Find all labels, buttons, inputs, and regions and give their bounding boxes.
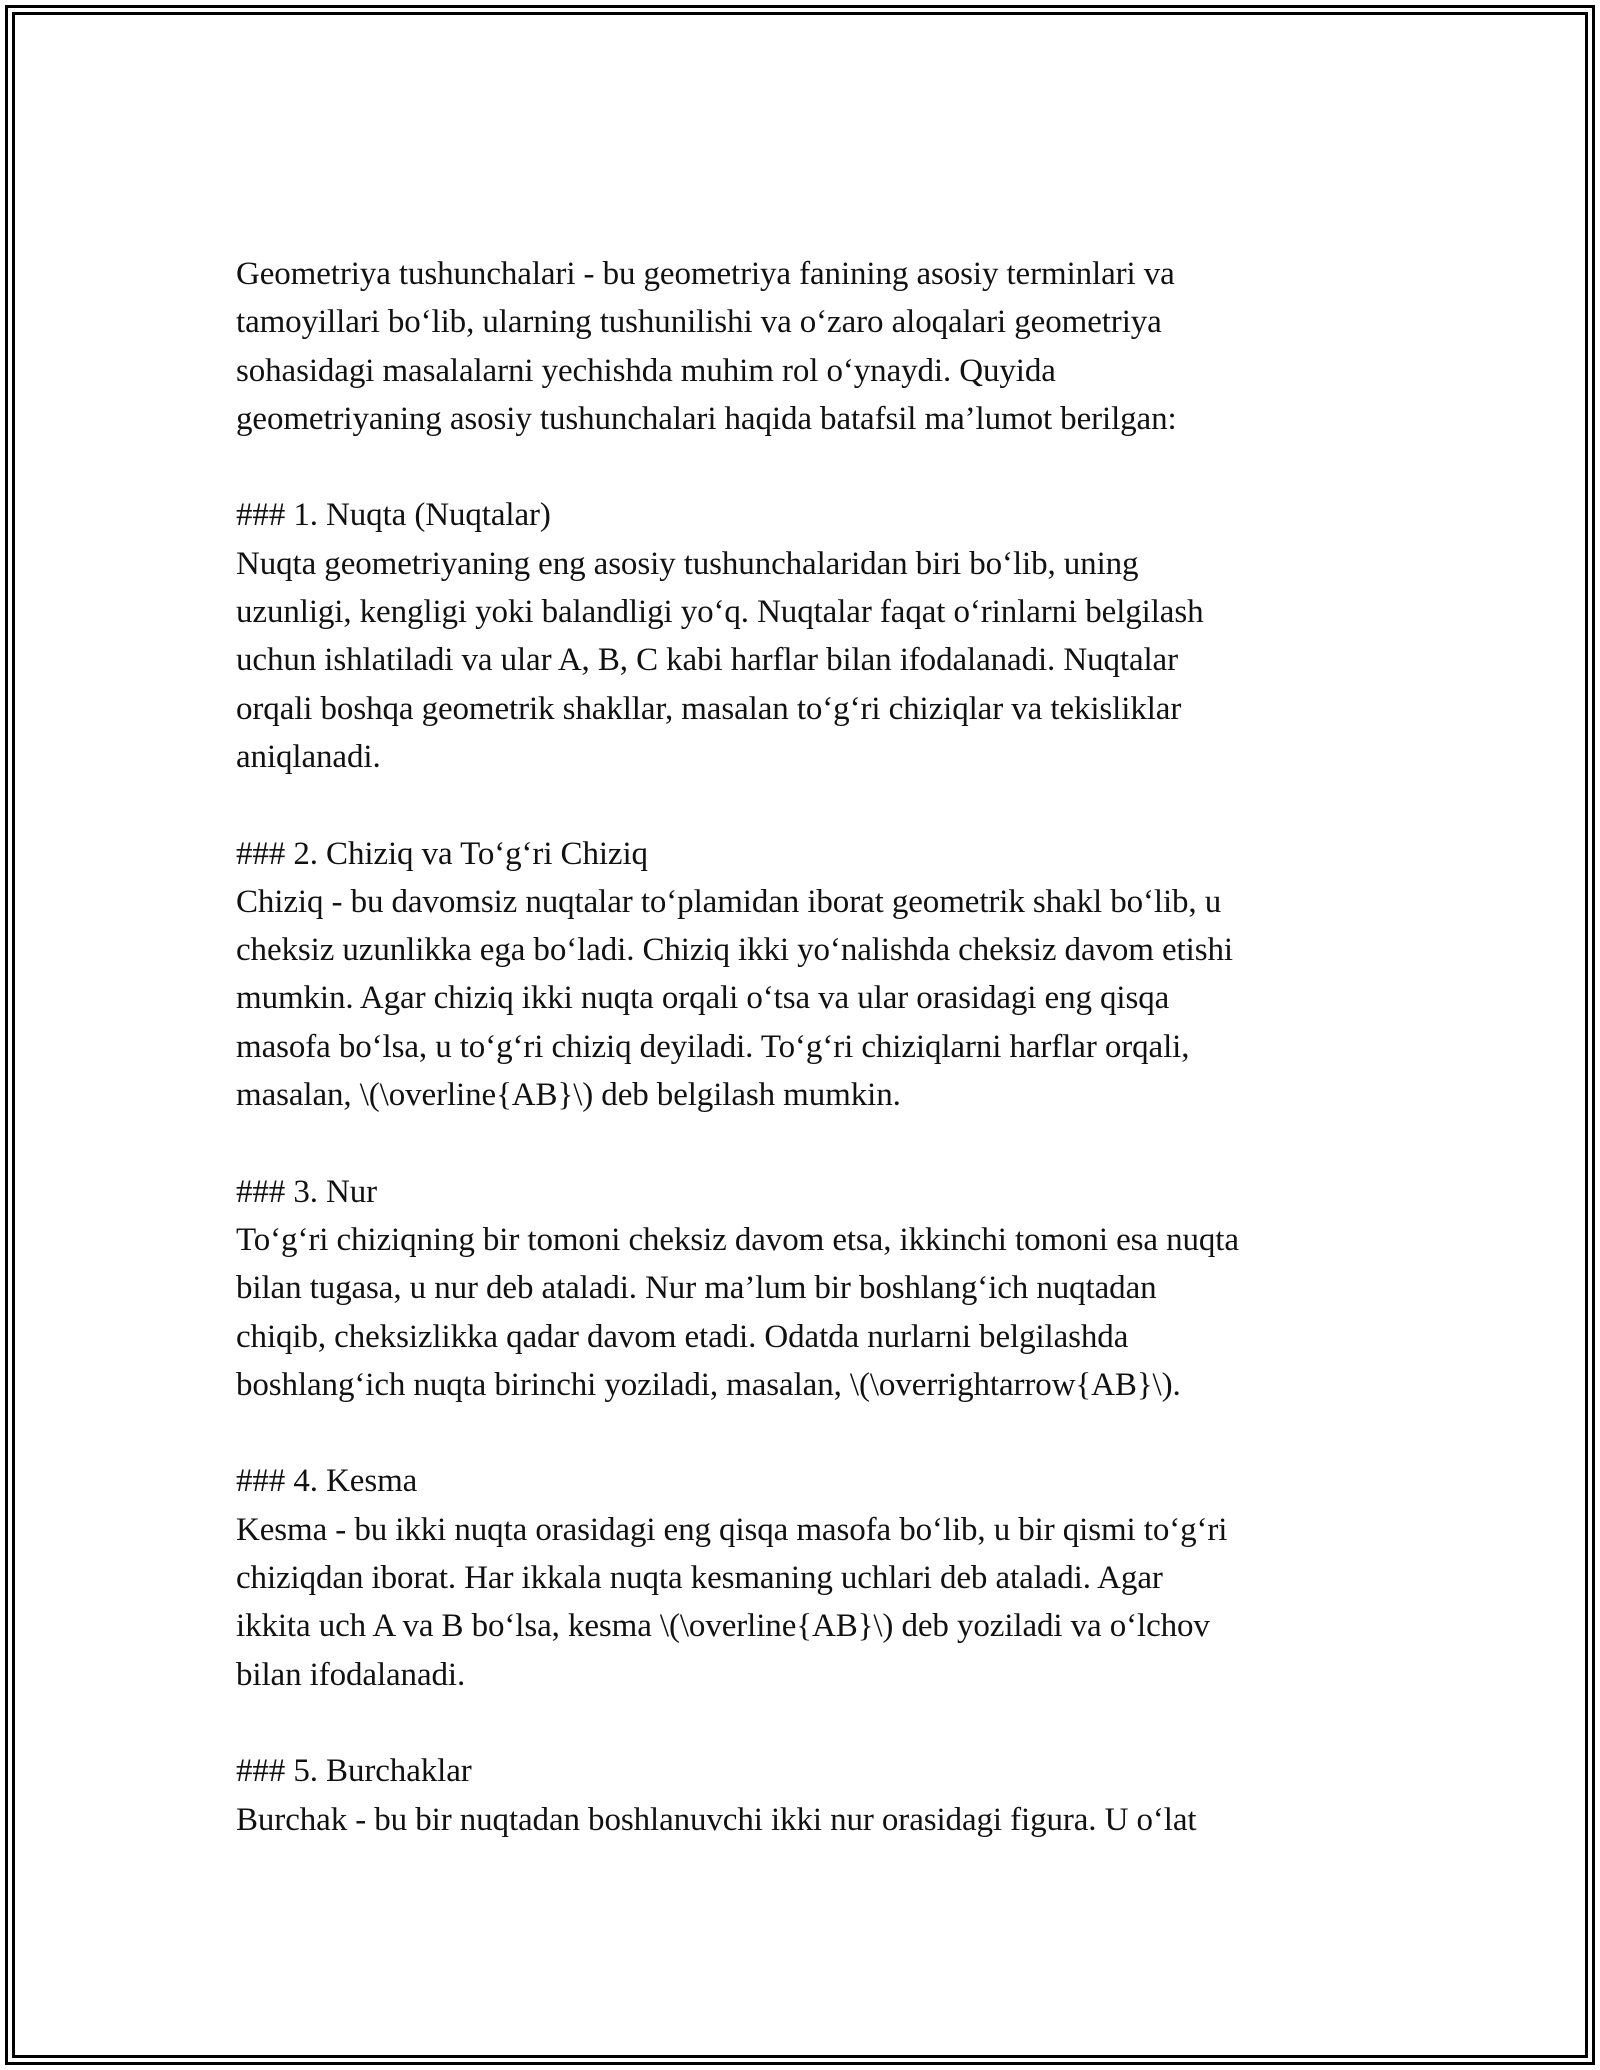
paragraph-spacer [236,1409,1376,1457]
text-line: sohasidagi masalalarni yechishda muhim rol o‘ynaydi. Quyida [236,352,1056,389]
text-line: bilan tugasa, u nur deb ataladi. Nur ma’lum bir boshlang‘ich nuqtadan [236,1270,1157,1307]
text-line: To‘g‘ri chiziqning bir tomoni cheksiz davom etsa, ikkinchi tomoni esa nuqta [236,1221,1239,1258]
section-heading: ### 2. Chiziq va To‘g‘ri Chiziq [236,835,648,872]
text-line: orqali boshqa geometrik shakllar, masalan to‘g‘ri chiziqlar va tekisliklar [236,690,1182,727]
text-line: masofa bo‘lsa, u to‘g‘ri chiziq deyiladi. To‘g‘ri chiziqlarni harflar orqali, [236,1028,1190,1065]
section-nuqta [236,491,1376,781]
text-line: ikkita uch A va B bo‘lsa, kesma \(\overline{AB}\) deb yoziladi va o‘lchov [236,1608,1210,1645]
section-heading: ### 5. Burchaklar [236,1753,472,1790]
section-heading: ### 1. Nuqta (Nuqtalar) [236,497,551,534]
section-kesma [236,1457,1376,1698]
text-line: Kesma - bu ikki nuqta orasidagi eng qisqa masofa bo‘lib, u bir qismi to‘g‘ri [236,1511,1228,1548]
text-line: cheksiz uzunlikka ega bo‘ladi. Chiziq ikki yo‘nalishda cheksiz davom etishi [236,932,1233,969]
text-line: Geometriya tushunchalari - bu geometriya fanining asosiy terminlari va [236,256,1175,292]
document-body [236,250,1376,1844]
section-chiziq [236,830,1376,1120]
text-line: geometriyaning asosiy tushunchalari haqida batafsil ma’lumot berilgan: [236,400,1177,437]
paragraph-spacer [236,1119,1376,1167]
text-line: Burchak - bu bir nuqtadan boshlanuvchi ikki nur orasidagi figura. U o‘lat [236,1801,1197,1838]
text-line: tamoyillari bo‘lib, ularning tushunilishi va o‘zaro aloqalari geometriya [236,304,1162,341]
text-line: chiziqdan iborat. Har ikkala nuqta kesmaning uchlari deb ataladi. Agar [236,1560,1163,1597]
text-line: Chiziq - bu davomsiz nuqtalar to‘plamidan iborat geometrik shakl bo‘lib, u [236,883,1222,920]
section-heading: ### 4. Kesma [236,1463,418,1500]
paragraph-spacer [236,443,1376,491]
paragraph-spacer [236,1699,1376,1747]
section-heading: ### 3. Nur [236,1173,378,1210]
intro-paragraph [236,250,1376,443]
text-line: uzunligi, kengligi yoki balandligi yo‘q. Nuqtalar faqat o‘rinlarni belgilash [236,594,1204,631]
section-nur [236,1168,1376,1409]
text-line: uchun ishlatiladi va ular A, B, C kabi harflar bilan ifodalanadi. Nuqtalar [236,642,1178,679]
text-line: bilan ifodalanadi. [236,1656,466,1693]
text-line: aniqlanadi. [236,738,381,775]
text-line: chiqib, cheksizlikka qadar davom etadi. Odatda nurlarni belgilashda [236,1318,1129,1355]
section-burchaklar [236,1747,1376,1844]
text-line: masalan, \(\overline{AB}\) deb belgilash mumkin. [236,1077,901,1114]
paragraph-spacer [236,781,1376,829]
text-line: boshlang‘ich nuqta birinchi yoziladi, masalan, \(\overrightarrow{AB}\). [236,1366,1181,1403]
text-line: mumkin. Agar chiziq ikki nuqta orqali o‘tsa va ular orasidagi eng qisqa [236,980,1170,1017]
text-line: Nuqta geometriyaning eng asosiy tushunchalaridan biri bo‘lib, uning [236,545,1139,582]
